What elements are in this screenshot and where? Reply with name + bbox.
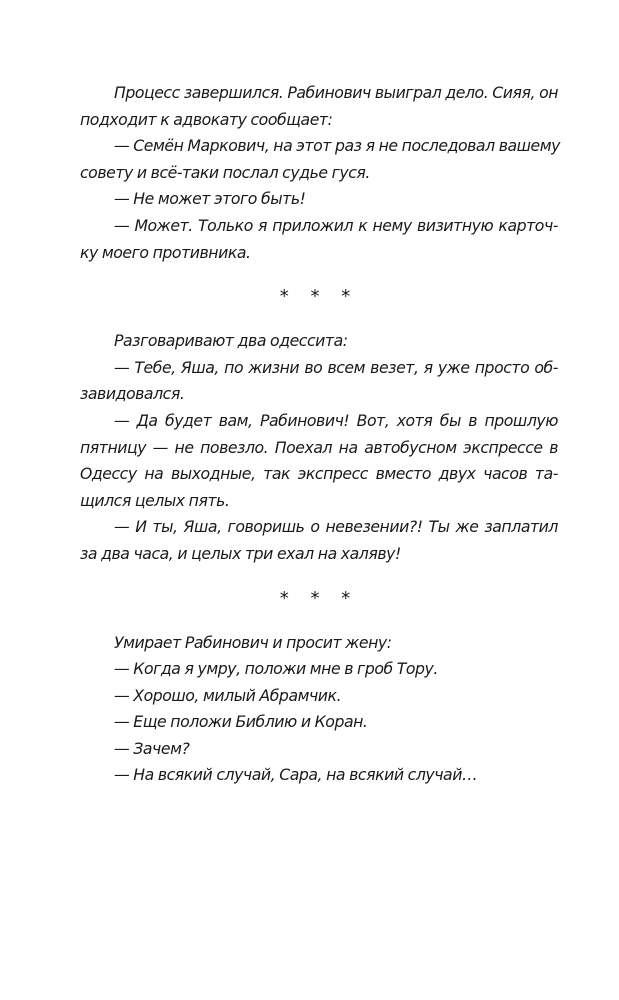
paragraph-line: Одессу на выходные, так экспресс вместо двух часов та-: [80, 464, 558, 484]
paragraph-line: — Хорошо, милый Абрамчик.: [114, 685, 342, 705]
paragraph-line: ку моего противника.: [80, 242, 251, 262]
paragraph-line: пятницу — не повезло. Поехал на автобусном экспрессе в: [80, 437, 558, 457]
paragraph-line: — И ты, Яша, говоришь о невезении?! Ты же заплатил: [114, 517, 558, 537]
paragraph-line: совету и всё-таки послал судье гуся.: [80, 162, 370, 182]
paragraph-line: Процесс завершился. Рабинович выиграл дело. Сияя, он: [114, 83, 559, 102]
joke-section-3: [80, 630, 558, 790]
paragraph-line: завидовался.: [80, 384, 185, 404]
paragraph-line: за два часа, и целых три ехал на халяву!: [80, 543, 401, 563]
paragraph-line: — Еще положи Библию и Коран.: [114, 712, 368, 732]
joke-section-2: [80, 328, 558, 567]
joke-section-1: [80, 80, 558, 266]
paragraph-line: — Да будет вам, Рабинович! Вот, хотя бы в прошлую: [114, 410, 558, 430]
paragraph-line: подходит к адвокату сообщает:: [80, 109, 333, 129]
paragraph-line: Разговаривают два одессита:: [114, 331, 348, 351]
paragraph-line: — Тебе, Яша, по жизни во всем везет, я уже просто об-: [114, 357, 558, 377]
paragraph-line: — Когда я умру, положи мне в гроб Тору.: [114, 659, 438, 679]
paragraph-line: Умирает Рабинович и просит жену:: [114, 632, 392, 652]
paragraph-line: — Семён Маркович, на этот раз я не последовал вашему: [114, 136, 560, 156]
section-separator: * * *: [279, 286, 359, 308]
book-page: [80, 80, 558, 789]
paragraph-line: щился целых пять.: [80, 490, 230, 510]
paragraph-line: — Может. Только я приложил к нему визитную карточ-: [114, 215, 558, 235]
paragraph-line: — На всякий случай, Сара, на всякий случай…: [114, 765, 478, 785]
section-separator: * * *: [279, 587, 359, 609]
paragraph-line: — Не может этого быть!: [114, 189, 306, 209]
paragraph-line: — Зачем?: [114, 738, 190, 758]
